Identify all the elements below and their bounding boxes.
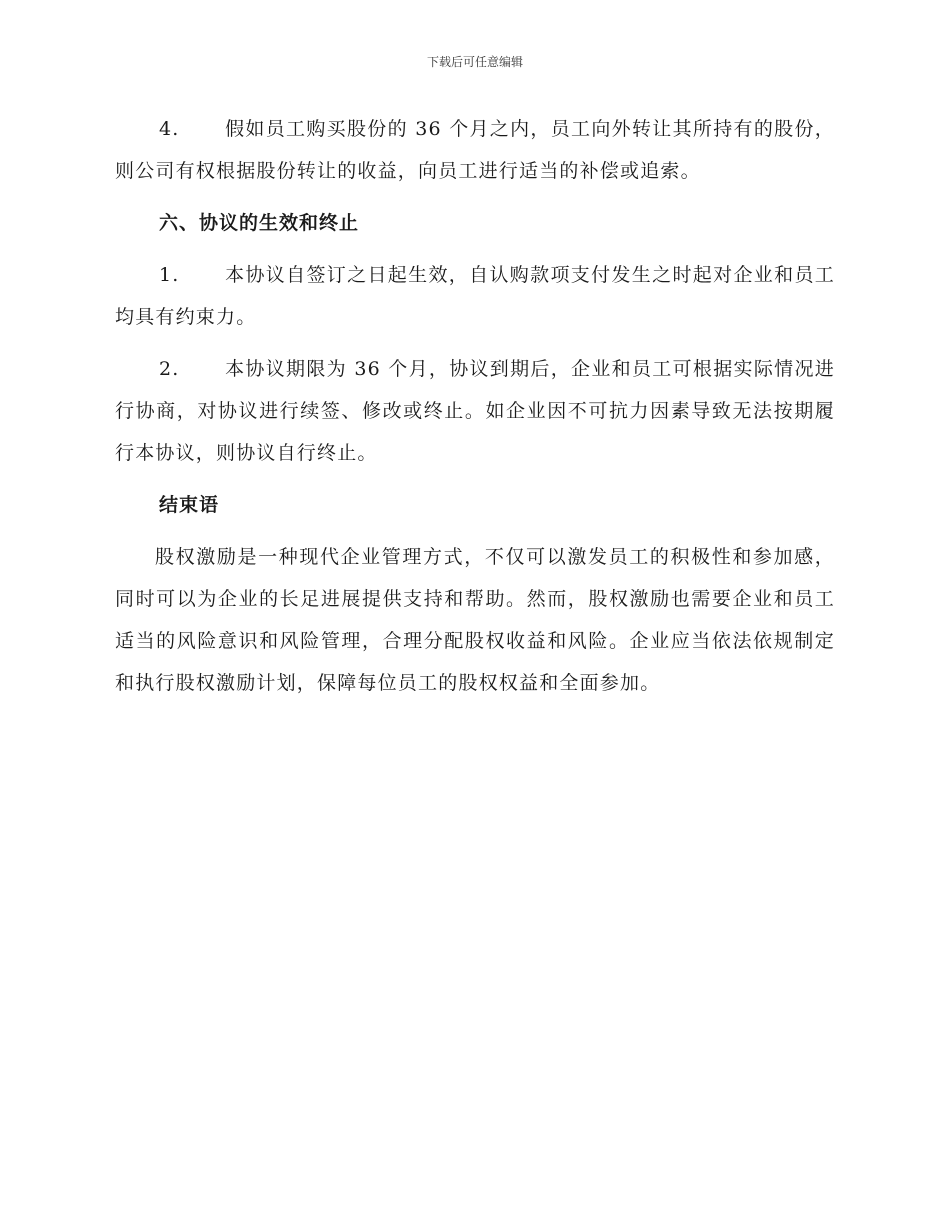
clause-number: 4. [159, 118, 180, 140]
document-body [115, 108, 835, 704]
spacer [115, 192, 835, 202]
conclusion-heading: 结束语 [159, 494, 220, 516]
clause-text: 本协议期限为 36 个月，协议到期后，企业和员工可根据实际情况进行协商，对协议进行续签、修改或终止。如企业因不可抗力因素导致无法按期履行本协议，则协议自行终止。 [115, 358, 835, 464]
clause-number: 1. [159, 264, 180, 286]
clause-5-4 [115, 108, 835, 192]
conclusion-paragraph: 股权激励是一种现代企业管理方式，不仅可以激发员工的积极性和参加感，同时可以为企业的长足进展提供支持和帮助。然而，股权激励也需要企业和员工适当的风险意识和风险管理，合理分配股权收益和风险。企业应当依法依规制定和执行股权激励计划，保障每位员工的股权权益和全面参加。 [115, 546, 835, 694]
clause-6-2 [115, 348, 835, 474]
clause-text: 本协议自签订之日起生效，自认购款项支付发生之时起对企业和员工均具有约束力。 [115, 264, 835, 328]
spacer [115, 244, 835, 254]
section-heading-6: 六、协议的生效和终止 [159, 212, 360, 234]
clause-6-1 [115, 254, 835, 338]
clause-text: 假如员工购买股份的 36 个月之内，员工向外转让其所持有的股份，则公司有权根据股份转让的收益，向员工进行适当的补偿或追索。 [115, 118, 835, 182]
page-header: 下载后可任意编辑 [426, 55, 523, 69]
clause-number: 2. [159, 358, 180, 380]
spacer [115, 526, 835, 536]
spacer [115, 474, 835, 484]
spacer [115, 338, 835, 348]
